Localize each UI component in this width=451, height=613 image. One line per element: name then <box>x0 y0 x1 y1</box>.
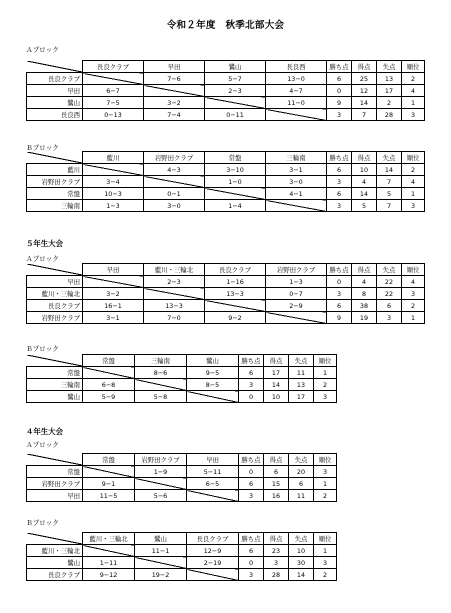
goals-against-cell: 14 <box>289 569 314 581</box>
stat-header: 得点 <box>264 454 289 466</box>
stat-header: 得点 <box>264 355 289 367</box>
points-cell: 6 <box>327 188 352 200</box>
stat-header: 順位 <box>314 454 337 466</box>
table-row <box>27 188 425 200</box>
corner-cell <box>27 533 83 545</box>
team-header: 早田 <box>83 264 144 276</box>
goals-for-cell: 3 <box>264 557 289 569</box>
goals-against-cell: 22 <box>377 288 402 300</box>
block-label: Ｂブロック <box>26 144 59 152</box>
self-match-cell <box>83 73 144 85</box>
goals-against-cell: 7 <box>377 200 402 212</box>
row-team-name: 藍川・三輪北 <box>27 545 83 557</box>
team-header: 長良クラブ <box>205 264 266 276</box>
row-team-name: 鷺山 <box>27 557 83 569</box>
self-match-cell <box>205 188 266 200</box>
goals-against-cell: 17 <box>377 85 402 97</box>
match-result: 9−2 <box>205 312 266 324</box>
rank-cell: 1 <box>402 97 425 109</box>
match-result: 0−1 <box>144 188 205 200</box>
match-result: 5−7 <box>205 73 266 85</box>
points-cell: 6 <box>239 367 264 379</box>
self-match-cell <box>83 545 135 557</box>
table-row <box>27 545 337 557</box>
match-result: 1−16 <box>205 276 266 288</box>
match-result: 8−5 <box>187 379 239 391</box>
corner-cell <box>27 264 83 276</box>
match-result: 3−0 <box>144 200 205 212</box>
goals-against-cell: 11 <box>289 367 314 379</box>
row-team-name: 常盤 <box>27 188 83 200</box>
standings-table <box>26 453 337 502</box>
match-result: 9−1 <box>83 478 135 490</box>
points-cell: 3 <box>327 176 352 188</box>
self-match-cell <box>135 478 187 490</box>
standings-table <box>26 263 425 324</box>
match-result: 1−4 <box>205 200 266 212</box>
self-match-cell <box>187 391 239 403</box>
team-header: 長良クラブ <box>83 61 144 73</box>
self-match-cell <box>187 490 239 502</box>
row-team-name: 常盤 <box>27 367 83 379</box>
stat-header: 順位 <box>402 264 425 276</box>
team-header: 三輪南 <box>266 152 327 164</box>
rank-cell: 3 <box>402 109 425 121</box>
match-result: 11−5 <box>83 490 135 502</box>
header-row <box>27 355 337 367</box>
points-cell: 9 <box>327 97 352 109</box>
points-cell: 0 <box>239 557 264 569</box>
row-team-name: 早田 <box>27 276 83 288</box>
match-result: 10−3 <box>83 188 144 200</box>
row-team-name: 藍川 <box>27 164 83 176</box>
team-header: 鷺山 <box>187 355 239 367</box>
stat-header: 失点 <box>289 355 314 367</box>
self-match-cell <box>144 288 205 300</box>
stat-header: 勝ち点 <box>327 152 352 164</box>
row-team-name: 鷺山 <box>27 97 83 109</box>
goals-for-cell: 7 <box>352 109 377 121</box>
goals-against-cell: 5 <box>377 188 402 200</box>
match-result: 1−11 <box>83 557 135 569</box>
row-team-name: 長良西 <box>27 109 83 121</box>
goals-against-cell: 17 <box>289 391 314 403</box>
goals-for-cell: 16 <box>264 490 289 502</box>
table-row <box>27 379 337 391</box>
rank-cell: 2 <box>402 73 425 85</box>
stat-header: 得点 <box>352 264 377 276</box>
stat-header: 失点 <box>289 533 314 545</box>
rank-cell: 4 <box>402 176 425 188</box>
match-result: 0−13 <box>83 109 144 121</box>
goals-for-cell: 14 <box>352 188 377 200</box>
goals-for-cell: 25 <box>352 73 377 85</box>
points-cell: 3 <box>327 109 352 121</box>
match-result: 12−9 <box>187 545 239 557</box>
rank-cell: 3 <box>402 288 425 300</box>
block-label: Ｂブロック <box>26 345 59 353</box>
page-title: 令和２年度 秋季北部大会 <box>166 20 285 31</box>
row-team-name: 三輪南 <box>27 200 83 212</box>
table-row <box>27 276 425 288</box>
self-match-cell <box>266 109 327 121</box>
match-result: 8−6 <box>135 367 187 379</box>
goals-for-cell: 14 <box>352 97 377 109</box>
stat-header: 順位 <box>402 61 425 73</box>
goals-for-cell: 28 <box>264 569 289 581</box>
row-team-name: 藍川・三輪北 <box>27 288 83 300</box>
goals-against-cell: 3 <box>377 312 402 324</box>
points-cell: 0 <box>327 276 352 288</box>
match-result: 6−5 <box>187 478 239 490</box>
rank-cell: 1 <box>402 188 425 200</box>
table-row <box>27 176 425 188</box>
table-row <box>27 391 337 403</box>
stat-header: 勝ち点 <box>239 533 264 545</box>
header-row <box>27 152 425 164</box>
rank-cell: 1 <box>402 312 425 324</box>
team-header: 藍川・三輪北 <box>144 264 205 276</box>
rank-cell: 3 <box>314 391 337 403</box>
team-header: 鷺山 <box>205 61 266 73</box>
points-cell: 3 <box>327 200 352 212</box>
match-result: 7−5 <box>83 97 144 109</box>
match-result: 13−0 <box>266 73 327 85</box>
match-result: 5−8 <box>135 391 187 403</box>
team-header: 長良西 <box>266 61 327 73</box>
match-result: 5−6 <box>135 490 187 502</box>
rank-cell: 2 <box>402 164 425 176</box>
stat-header: 失点 <box>377 61 402 73</box>
table-row <box>27 97 425 109</box>
goals-for-cell: 6 <box>264 466 289 478</box>
points-cell: 9 <box>327 312 352 324</box>
match-result: 4−7 <box>266 85 327 97</box>
self-match-cell <box>266 312 327 324</box>
rank-cell: 3 <box>314 557 337 569</box>
self-match-cell <box>83 367 135 379</box>
match-result: 13−3 <box>205 288 266 300</box>
match-result: 2−19 <box>187 557 239 569</box>
standings-table <box>26 151 425 212</box>
team-header: 鷺山 <box>135 533 187 545</box>
team-header: 藍川 <box>83 152 144 164</box>
goals-for-cell: 17 <box>264 367 289 379</box>
match-result: 3−0 <box>266 176 327 188</box>
team-header: 常盤 <box>83 355 135 367</box>
goals-for-cell: 23 <box>264 545 289 557</box>
table-row <box>27 164 425 176</box>
match-result: 9−5 <box>187 367 239 379</box>
goals-for-cell: 8 <box>352 288 377 300</box>
match-result: 7−6 <box>144 73 205 85</box>
team-header: 藍川・三輪北 <box>83 533 135 545</box>
match-result: 5−9 <box>83 391 135 403</box>
rank-cell: 2 <box>314 569 337 581</box>
goals-against-cell: 11 <box>289 490 314 502</box>
goals-for-cell: 14 <box>264 379 289 391</box>
goals-against-cell: 2 <box>377 97 402 109</box>
points-cell: 6 <box>327 300 352 312</box>
match-result: 4−3 <box>144 164 205 176</box>
points-cell: 0 <box>239 466 264 478</box>
row-team-name: 岩野田クラブ <box>27 478 83 490</box>
header-row <box>27 61 425 73</box>
self-match-cell <box>144 176 205 188</box>
match-result: 1−9 <box>135 466 187 478</box>
team-header: 長良クラブ <box>187 533 239 545</box>
match-result: 2−3 <box>144 276 205 288</box>
stat-header: 順位 <box>314 355 337 367</box>
goals-against-cell: 22 <box>377 276 402 288</box>
stat-header: 勝ち点 <box>327 61 352 73</box>
rank-cell: 1 <box>314 545 337 557</box>
match-result: 3−1 <box>83 312 144 324</box>
match-result: 1−3 <box>266 276 327 288</box>
goals-against-cell: 7 <box>377 176 402 188</box>
row-team-name: 三輪南 <box>27 379 83 391</box>
match-result: 3−4 <box>83 176 144 188</box>
header-row <box>27 264 425 276</box>
self-match-cell <box>135 379 187 391</box>
table-row <box>27 85 425 97</box>
table-row <box>27 200 425 212</box>
rank-cell: 1 <box>314 478 337 490</box>
table-row <box>27 557 337 569</box>
corner-cell <box>27 61 83 73</box>
rank-cell: 2 <box>314 490 337 502</box>
points-cell: 6 <box>239 545 264 557</box>
self-match-cell <box>205 97 266 109</box>
team-header: 三輪南 <box>135 355 187 367</box>
team-header: 岩野田クラブ <box>144 152 205 164</box>
rank-cell: 3 <box>402 200 425 212</box>
goals-against-cell: 6 <box>289 478 314 490</box>
match-result: 19−2 <box>135 569 187 581</box>
block-label: Ａブロック <box>26 46 59 54</box>
goals-against-cell: 20 <box>289 466 314 478</box>
goals-for-cell: 4 <box>352 176 377 188</box>
table-row <box>27 466 337 478</box>
goals-against-cell: 6 <box>377 300 402 312</box>
self-match-cell <box>187 569 239 581</box>
goals-for-cell: 12 <box>352 85 377 97</box>
stat-header: 失点 <box>289 454 314 466</box>
stat-header: 得点 <box>264 533 289 545</box>
match-result: 3−2 <box>83 288 144 300</box>
self-match-cell <box>144 85 205 97</box>
match-result: 2−3 <box>205 85 266 97</box>
points-cell: 6 <box>327 73 352 85</box>
rank-cell: 3 <box>314 466 337 478</box>
match-result: 1−3 <box>83 200 144 212</box>
goals-against-cell: 14 <box>377 164 402 176</box>
goals-for-cell: 5 <box>352 200 377 212</box>
match-result: 0−7 <box>266 288 327 300</box>
match-result: 0−11 <box>205 109 266 121</box>
row-team-name: 岩野田クラブ <box>27 312 83 324</box>
goals-against-cell: 28 <box>377 109 402 121</box>
table-row <box>27 300 425 312</box>
rank-cell: 2 <box>402 300 425 312</box>
stat-header: 順位 <box>402 152 425 164</box>
row-team-name: 常盤 <box>27 466 83 478</box>
self-match-cell <box>135 557 187 569</box>
match-result: 2−9 <box>266 300 327 312</box>
match-result: 13−3 <box>144 300 205 312</box>
goals-against-cell: 13 <box>377 73 402 85</box>
standings-table <box>26 60 425 121</box>
row-team-name: 長良クラブ <box>27 73 83 85</box>
corner-cell <box>27 152 83 164</box>
goals-for-cell: 15 <box>264 478 289 490</box>
self-match-cell <box>83 466 135 478</box>
table-row <box>27 288 425 300</box>
row-team-name: 鷺山 <box>27 391 83 403</box>
row-team-name: 早田 <box>27 490 83 502</box>
block-label: Ａブロック <box>26 441 59 449</box>
goals-for-cell: 10 <box>352 164 377 176</box>
match-result: 4−1 <box>266 188 327 200</box>
row-team-name: 長良クラブ <box>27 300 83 312</box>
goals-against-cell: 30 <box>289 557 314 569</box>
goals-for-cell: 19 <box>352 312 377 324</box>
row-team-name: 早田 <box>27 85 83 97</box>
table-row <box>27 367 337 379</box>
self-match-cell <box>83 276 144 288</box>
team-header: 岩野田クラブ <box>135 454 187 466</box>
match-result: 3−10 <box>205 164 266 176</box>
match-result: 16−1 <box>83 300 144 312</box>
table-row <box>27 490 337 502</box>
rank-cell: 2 <box>314 379 337 391</box>
stat-header: 失点 <box>377 264 402 276</box>
header-row <box>27 454 337 466</box>
self-match-cell <box>266 200 327 212</box>
section-heading: ４年生大会 <box>26 427 63 436</box>
goals-for-cell: 4 <box>352 276 377 288</box>
table-row <box>27 478 337 490</box>
team-header: 早田 <box>144 61 205 73</box>
table-row <box>27 109 425 121</box>
goals-against-cell: 13 <box>289 379 314 391</box>
match-result: 6−8 <box>83 379 135 391</box>
points-cell: 0 <box>239 391 264 403</box>
points-cell: 3 <box>239 569 264 581</box>
points-cell: 6 <box>239 478 264 490</box>
stat-header: 勝ち点 <box>239 355 264 367</box>
team-header: 岩野田クラブ <box>266 264 327 276</box>
table-row <box>27 312 425 324</box>
row-team-name: 岩野田クラブ <box>27 176 83 188</box>
stat-header: 失点 <box>377 152 402 164</box>
points-cell: 3 <box>327 288 352 300</box>
standings-table <box>26 354 337 403</box>
points-cell: 0 <box>327 85 352 97</box>
match-result: 9−12 <box>83 569 135 581</box>
stat-header: 得点 <box>352 61 377 73</box>
match-result: 7−4 <box>144 109 205 121</box>
goals-against-cell: 10 <box>289 545 314 557</box>
corner-cell <box>27 454 83 466</box>
match-result: 3−2 <box>144 97 205 109</box>
standings-table <box>26 532 337 581</box>
stat-header: 勝ち点 <box>327 264 352 276</box>
stat-header: 順位 <box>314 533 337 545</box>
stat-header: 勝ち点 <box>239 454 264 466</box>
rank-cell: 4 <box>402 276 425 288</box>
match-result: 6−7 <box>83 85 144 97</box>
match-result: 11−1 <box>135 545 187 557</box>
match-result: 7−0 <box>144 312 205 324</box>
block-label: Ａブロック <box>26 255 59 263</box>
corner-cell <box>27 355 83 367</box>
team-header: 常盤 <box>83 454 135 466</box>
section-heading: ５年生大会 <box>26 239 63 248</box>
points-cell: 6 <box>327 164 352 176</box>
self-match-cell <box>205 300 266 312</box>
goals-for-cell: 10 <box>264 391 289 403</box>
match-result: 3−1 <box>266 164 327 176</box>
header-row <box>27 533 337 545</box>
match-result: 11−0 <box>266 97 327 109</box>
match-result: 1−0 <box>205 176 266 188</box>
points-cell: 3 <box>239 490 264 502</box>
row-team-name: 長良クラブ <box>27 569 83 581</box>
block-label: Ｂブロック <box>26 519 59 527</box>
match-result: 5−11 <box>187 466 239 478</box>
points-cell: 3 <box>239 379 264 391</box>
table-row <box>27 73 425 85</box>
rank-cell: 1 <box>314 367 337 379</box>
team-header: 常盤 <box>205 152 266 164</box>
stat-header: 得点 <box>352 152 377 164</box>
rank-cell: 4 <box>402 85 425 97</box>
table-row <box>27 569 337 581</box>
self-match-cell <box>83 164 144 176</box>
goals-for-cell: 38 <box>352 300 377 312</box>
team-header: 早田 <box>187 454 239 466</box>
